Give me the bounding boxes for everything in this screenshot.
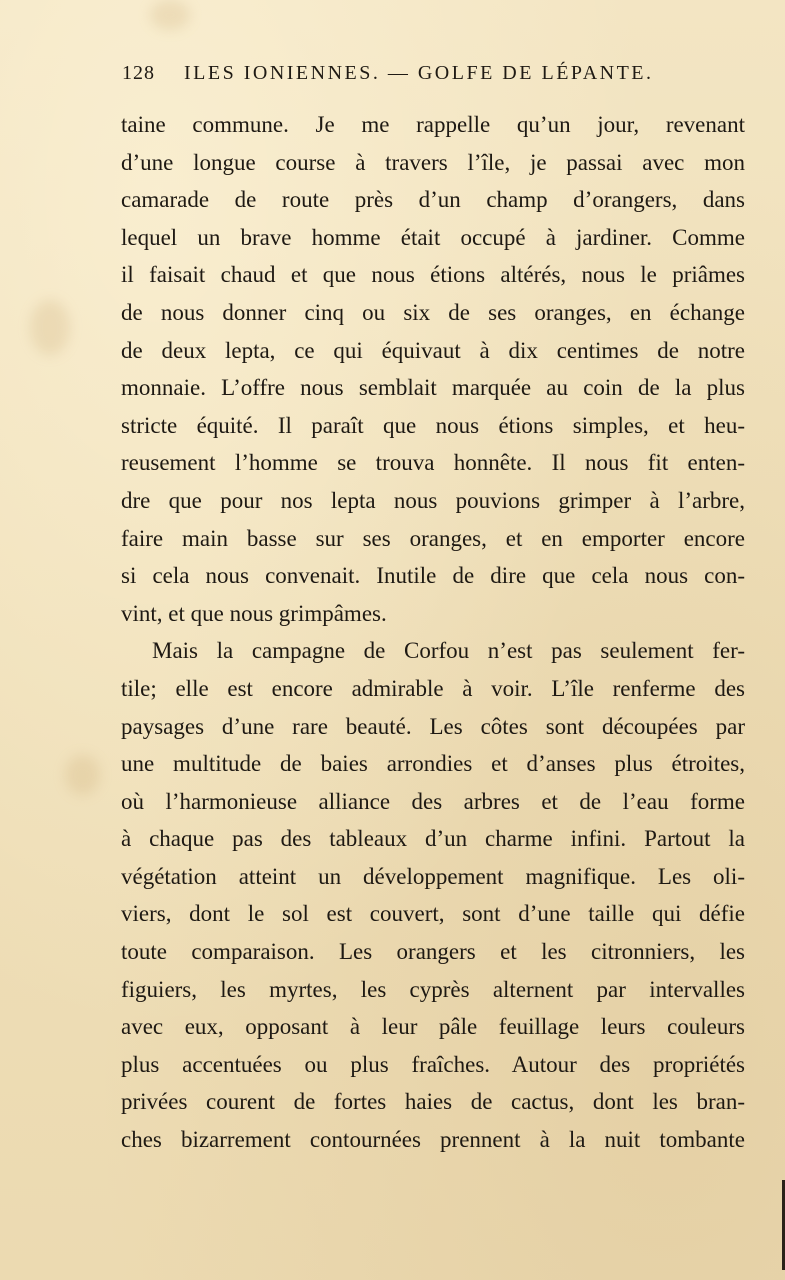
text-line: avec eux, opposant à leur pâle feuillage leurs couleurs (121, 1014, 745, 1040)
paper-stain (150, 0, 190, 30)
text-line: faire main basse sur ses oranges, et en emporter encore (121, 525, 745, 551)
text-line: monnaie. L’offre nous semblait marquée au coin de la plus (121, 375, 745, 401)
text-line: tile; elle est encore admirable à voir. L’île renferme des (121, 675, 745, 701)
paper-stain (30, 300, 70, 355)
running-header (122, 62, 697, 90)
text-line: d’une longue course à travers l’île, je passai avec mon (121, 149, 745, 175)
text-line: toute comparaison. Les orangers et les citronniers, les (121, 939, 745, 965)
text-line: viers, dont le sol est couvert, sont d’une taille qui défie (121, 901, 745, 927)
text-line: où l’harmonieuse alliance des arbres et de l’eau forme (121, 788, 745, 814)
text-line: lequel un brave homme était occupé à jardiner. Comme (121, 224, 745, 250)
text-line: dre que pour nos lepta nous pouvions grimper à l’arbre, (121, 487, 745, 513)
text-line: de nous donner cinq ou six de ses oranges, en échange (121, 299, 745, 325)
text-line: stricte équité. Il paraît que nous étions simples, et heu- (121, 412, 745, 438)
text-line: ches bizarrement contournées prennent à la nuit tombante (121, 1127, 745, 1153)
text-line: si cela nous convenait. Inutile de dire que cela nous con- (121, 563, 745, 589)
body-text (121, 106, 745, 1159)
text-line: reusement l’homme se trouva honnête. Il nous fit enten- (121, 450, 745, 476)
text-line: paysages d’une rare beauté. Les côtes sont découpées par (121, 713, 745, 739)
text-line: plus accentuées ou plus fraîches. Autour des propriétés (121, 1051, 745, 1077)
running-title: ILES IONIENNES. — GOLFE DE LÉPANTE. (184, 62, 654, 84)
paragraph-end-line: vint, et que nous grimpâmes. (121, 600, 387, 626)
text-line: taine commune. Je me rappelle qu’un jour, revenant (121, 112, 745, 137)
text-line: camarade de route près d’un champ d’orangers, dans (121, 187, 745, 213)
text-line: végétation atteint un développement magnifique. Les oli- (121, 863, 745, 889)
text-line: une multitude de baies arrondies et d’anses plus étroites, (121, 751, 745, 777)
text-line: de deux lepta, ce qui équivaut à dix centimes de notre (121, 337, 745, 363)
paper-stain (65, 755, 100, 795)
text-line: figuiers, les myrtes, les cyprès alternent par intervalles (121, 976, 745, 1002)
text-line: privées courent de fortes haies de cactus, dont les bran- (121, 1089, 745, 1115)
text-line: à chaque pas des tableaux d’un charme infini. Partout la (121, 826, 745, 852)
text-line: il faisait chaud et que nous étions altérés, nous le priâmes (121, 262, 745, 288)
page-number: 128 (122, 62, 155, 84)
paragraph-start-line: Mais la campagne de Corfou n’est pas seulement fer- (152, 638, 745, 664)
